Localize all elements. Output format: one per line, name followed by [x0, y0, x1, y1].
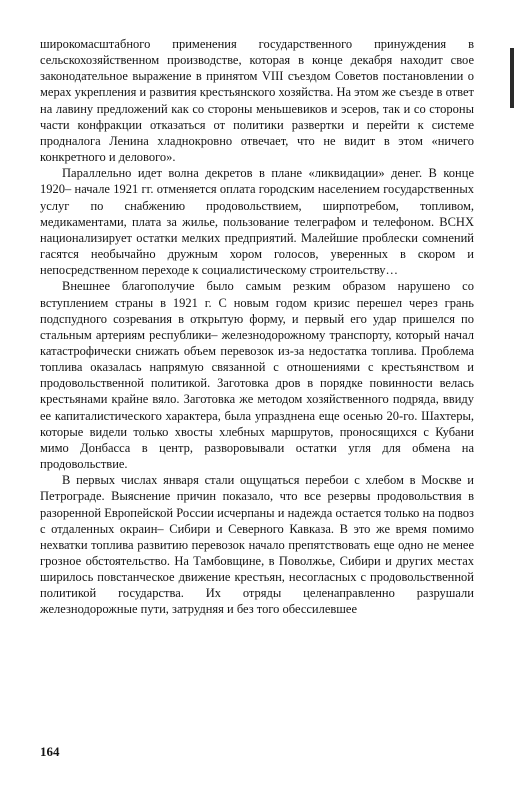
paragraph-3: Внешнее благополучие было самым резким образом нарушено со вступлением страны в 1921 г. С новым годом кризис перешел через грань подспудного созревания в открытую форму, и первый его удар пришелся по стальным артериям республики– железнодорожному транспорту, который начал катастрофически снижать объем перевозок из-за недостатка топлива. Проблема топлива оказалась напрямую связанной с отношениями с крестьянством и продовольственной политикой. Заготовка дров в порядке повинности велась крестьянами крайне вяло. Заготовка же методом хозяйственного подряда, ввиду ее капиталистического характера, была упразднена еще осенью 20-го. Шахтеры, которые видели только хвосты хлебных маршрутов, проносящихся с Кубани мимо Донбасса в центр, разворовывали остатки угля для обмена на продовольствие.: [40, 279, 474, 472]
page-number: 164: [40, 744, 60, 759]
paragraph-4: В первых числах января стали ощущаться перебои с хлебом в Москве и Петрограде. Выяснение причин показало, что все резервы продовольствия в разоренной Европейской России исчерпаны и надежда остается только на подвоз с отдаленных окраин– Сибири и Северного Кавказа. В это же время помимо нехватки топлива развитию перевозок начало препятствовать еще одно не менее грозное обстоятельство. На Тамбовщине, в Поволжье, Сибири и других местах ширилось повстанческое движение крестьян, несогласных с продовольственной политикой государства. Их отряды целенаправленно разрушали железнодорожные пути, затрудняя и без того обессилевшее: [40, 473, 474, 617]
paragraph-1: широкомасштабного применения государственного принуждения в сельскохозяйственном производстве, которая в конце декабря находит свое законодательное выражение в принятом VIII съездом Советов постановлении о мерах укрепления и развития крестьянского хозяйства. На этом же съезде в ответ на лавину предложений как со стороны меньшевиков и эсеров, так и со стороны части конфракции отказаться от политики развертки и перейти к системе продналога Ленина хладнокровно отвечает, что не видит в этом «ничего конкретного и делового».: [40, 37, 474, 165]
paragraph-2: Параллельно идет волна декретов в плане «ликвидации» денег. В конце 1920– начале 1921 гг. отменяется оплата городским населением государственных услуг по снабжению продовольствием, ширпотребом, топливом, медикаментами, плата за жилье, пользование телеграфом и телефоном. ВСНХ национализирует остатки мелких предприятий. Малейшие проблески сомнений гасятся необычайно дружным хором голосов, уверенных в скором и непосредственном переходе к социалистическому строительству…: [40, 166, 474, 278]
body-text: [40, 36, 474, 618]
scan-edge-mark: [510, 48, 514, 108]
